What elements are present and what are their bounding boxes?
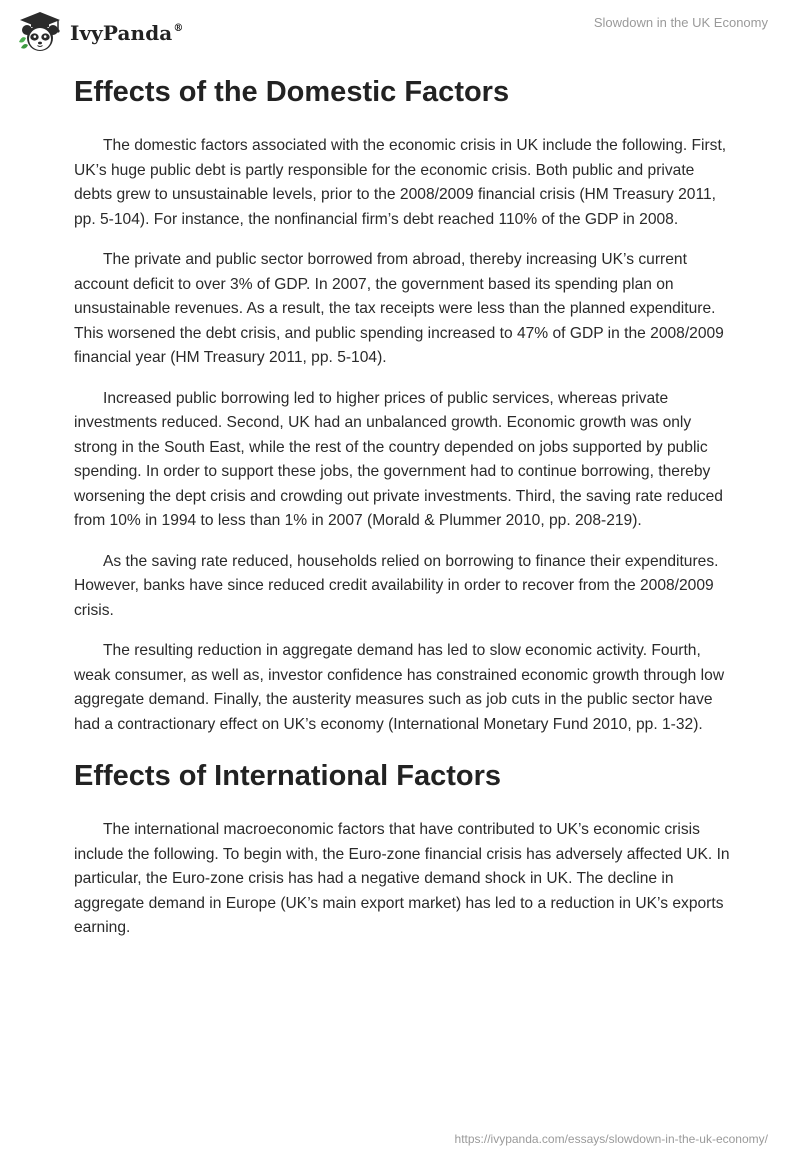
panda-graduate-icon	[16, 8, 64, 56]
source-url[interactable]: https://ivypanda.com/essays/slowdown-in-the-uk-economy/	[454, 1132, 768, 1146]
paragraph: As the saving rate reduced, households relied on borrowing to finance their expenditures. However, banks have since reduced credit availability in order to recover from the 2008/2009 crisis.	[74, 552, 719, 619]
logo-text: IvyPanda®	[70, 21, 184, 45]
paragraph: Increased public borrowing led to higher prices of public services, whereas private investments reduced. Second, UK had an unbalanced growth. Economic growth was only strong in the South East, while the rest of the country depended on jobs supported by public spending. In order to support these jobs, the government had to continue borrowing, thereby worsening the dept crisis and crowding out private investments. Third, the saving rate reduced from 10% in 1994 to less than 1% in 2007 (Morald & Plummer 2010, pp. 208-219).	[74, 389, 723, 529]
section-heading-international: Effects of International Factors	[74, 760, 502, 792]
site-logo[interactable]	[16, 8, 183, 56]
section-heading-domestic: Effects of the Domestic Factors	[74, 76, 510, 108]
paragraph: The resulting reduction in aggregate demand has led to slow economic activity. Fourth, weak consumer, as well as, investor confidence has constrained economic growth through low aggregate demand. Finally, the austerity measures such as job cuts in the public sector have had a contractionary effect on UK’s economy (International Monetary Fund 2010, pp. 1-32).	[74, 642, 725, 733]
paragraph: The private and public sector borrowed from abroad, thereby increasing UK’s current account deficit to over 3% of GDP. In 2007, the government based its spending plan on unsustainable revenues. As a result, the tax receipts were less than the planned expenditure. This worsened the debt crisis, and public spending increased to 47% of GDP in the 2008/2009 financial year (HM Treasury 2011, pp. 5-104).	[74, 251, 724, 366]
article-body	[74, 70, 734, 957]
document-title: Slowdown in the UK Economy	[593, 15, 768, 30]
paragraph: The international macroeconomic factors that have contributed to UK’s economic crisis include the following. To begin with, the Euro-zone financial crisis has adversely affected UK. In particular, the Euro-zone crisis has had a negative demand shock in UK. The decline in aggregate demand in Europe (UK’s main export market) has led to a reduction in UK’s exports earning.	[74, 821, 730, 936]
paragraph: The domestic factors associated with the economic crisis in UK include the following. First, UK’s huge public debt is partly responsible for the economic crisis. Both public and private debts grew to unsustainable levels, prior to the 2008/2009 financial crisis (HM Treasury 2011, pp. 5-104). For instance, the nonfinancial firm’s debt reached 110% of the GDP in 2008.	[74, 137, 727, 228]
page-header	[0, 0, 800, 70]
